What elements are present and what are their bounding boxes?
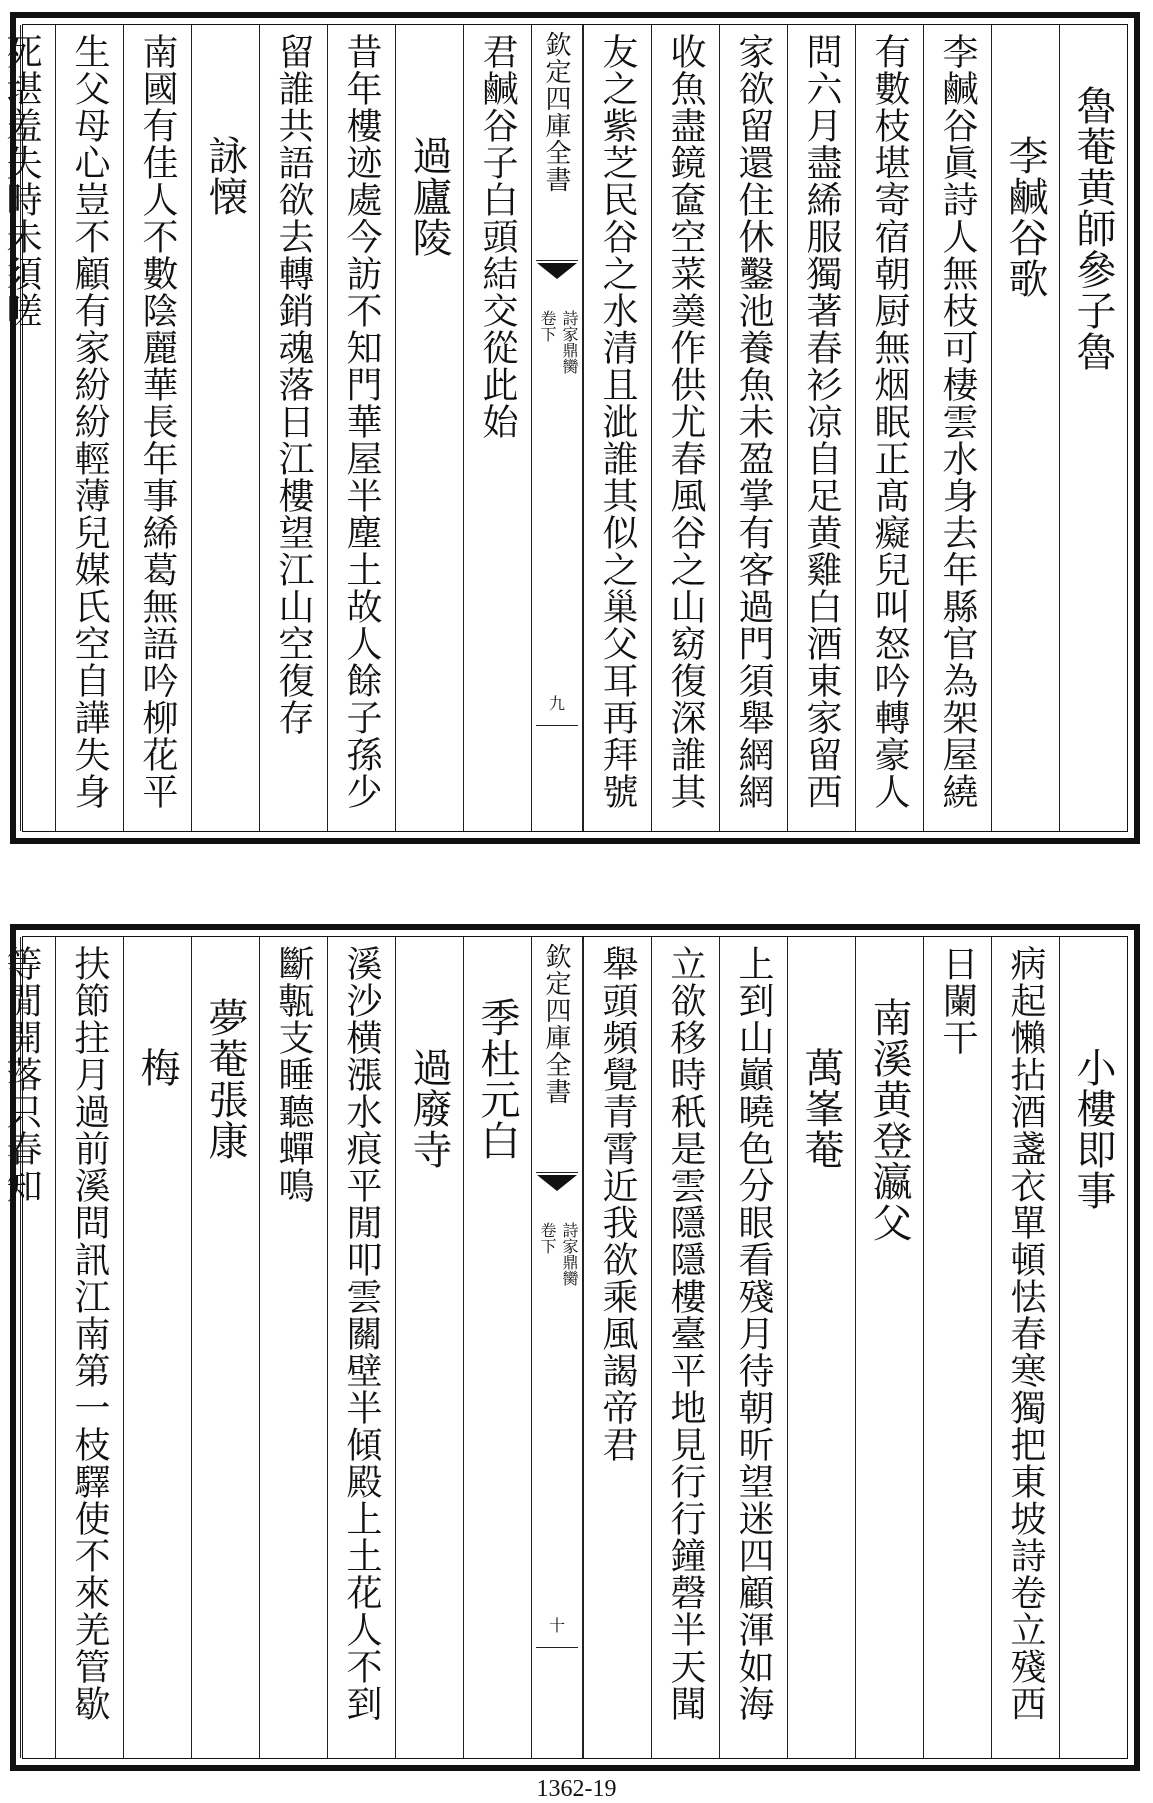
column	[991, 25, 1059, 831]
poem-line: 上到山巓曉色分眼看殘月待朝昕望迷四顧渾如海	[733, 945, 774, 1722]
column	[191, 937, 259, 1758]
column	[991, 937, 1059, 1758]
poem-line: 病起懶拈酒盞衣單頓怯春寒獨把東坡詩卷立殘西	[1005, 945, 1046, 1722]
column	[719, 937, 787, 1758]
column	[395, 937, 463, 1758]
poem-line: 立欲移時秖是雲隱隱樓臺平地見行行鐘磬半天聞	[665, 945, 706, 1722]
collection-title: 欽定四庫全書	[541, 943, 571, 1105]
column	[787, 25, 855, 831]
poem-line: 君鹹谷子白頭結交從此始	[477, 33, 518, 440]
author-line: 夢菴張康	[202, 997, 248, 1161]
volume-label: 卷下	[538, 310, 557, 342]
bottom-page-frame	[1, 936, 1128, 1759]
page-footer-code: 1362-19	[536, 1776, 617, 1802]
column	[259, 937, 327, 1758]
column	[1059, 25, 1127, 831]
column	[55, 937, 123, 1758]
poem-line: 溪沙横漲水痕平閒叩雲關壁半傾殿上土花人不到	[341, 945, 382, 1722]
column	[1059, 937, 1127, 1758]
page-number-box	[536, 1557, 578, 1648]
poem-line: 等閒開落只春知	[1, 945, 42, 1204]
author-line: 季杜元白	[474, 997, 520, 1161]
column	[1, 25, 55, 831]
column	[651, 937, 719, 1758]
top-page-frame	[1, 24, 1128, 832]
author-line: 魯菴黄師參子魯	[1070, 85, 1116, 372]
column	[327, 937, 395, 1758]
poem-line: 生父母心豈不顧有家紛紛輕薄兒媒氏空自譁失身	[69, 33, 110, 810]
poem-line: 扶節拄月過前溪問訊江南第一枝驛使不來羌管歇	[69, 945, 110, 1722]
fishtail-mark	[536, 260, 578, 297]
poem-line: 有數枝堪寄宿朝厨無烟眠正髙癡兒叫怒吟轉豪人	[869, 33, 910, 810]
collection-title: 欽定四庫全書	[541, 31, 571, 193]
top-page	[1, 12, 1140, 844]
poem-line: 南國有佳人不數陰麗華長年事絺葛無語吟柳花平	[137, 33, 178, 810]
poem-line: 死堪羞失時未須嗟	[1, 33, 42, 329]
poem-line: 李鹹谷眞詩人無枝可棲雲水身去年縣官為架屋繞	[937, 33, 978, 810]
column	[583, 25, 651, 831]
column	[123, 25, 191, 831]
column	[327, 25, 395, 831]
poem-title: 詠懐	[202, 135, 248, 217]
column	[855, 25, 923, 831]
poem-line: 斷甎支睡聽蟬鳴	[273, 945, 314, 1204]
poem-line: 友之紫芝民谷之水清且泚誰其似之巢父耳再拜號	[597, 33, 638, 810]
page-gutter	[531, 25, 583, 831]
poem-title: 過廢寺	[406, 1047, 452, 1170]
volume-label: 卷下	[538, 1222, 557, 1254]
poem-line: 收魚盡鏡奩空菜羮作供尤春風谷之山窈復深誰其	[665, 33, 706, 810]
poem-line: 家欲留還住休鑿池養魚未盈掌有客過門須舉網網	[733, 33, 774, 810]
poem-title: 過廬陵	[406, 135, 452, 258]
column	[923, 937, 991, 1758]
column	[259, 25, 327, 831]
poem-title: 李鹹谷歌	[1002, 135, 1048, 299]
column	[583, 937, 651, 1758]
author-line: 南溪黄登瀛父	[866, 997, 912, 1243]
column	[395, 25, 463, 831]
poem-line: 問六月盡絺服獨著春衫凉自足黄雞白酒東家留西	[801, 33, 842, 810]
poem-title: 萬峯菴	[798, 1047, 844, 1170]
page-number-box	[536, 635, 578, 726]
column	[463, 25, 531, 831]
poem-line: 留誰共語欲去轉銷魂落日江樓望江山空復存	[273, 33, 314, 736]
poem-line: 昔年樓迹處今訪不知門華屋半塵土故人餘子孫少	[341, 33, 382, 810]
book-title: 詩家鼎臠	[560, 310, 579, 374]
column	[55, 25, 123, 831]
bottom-page	[1, 924, 1140, 1771]
book-title: 詩家鼎臠	[560, 1222, 579, 1286]
fishtail-mark	[536, 1172, 578, 1209]
column	[855, 937, 923, 1758]
column	[787, 937, 855, 1758]
page-number: 九	[548, 694, 565, 713]
column	[1, 937, 55, 1758]
page-gutter	[531, 937, 583, 1758]
poem-title: 小樓即事	[1070, 1047, 1116, 1211]
column	[191, 25, 259, 831]
column	[463, 937, 531, 1758]
column	[923, 25, 991, 831]
column	[651, 25, 719, 831]
poem-line: 日闌干	[937, 945, 978, 1056]
column	[123, 937, 191, 1758]
poem-line: 舉頭頻覺青霄近我欲乘風謁帝君	[597, 945, 638, 1463]
page-number: 十	[548, 1616, 565, 1635]
poem-title: 梅	[134, 1047, 180, 1088]
column	[719, 25, 787, 831]
